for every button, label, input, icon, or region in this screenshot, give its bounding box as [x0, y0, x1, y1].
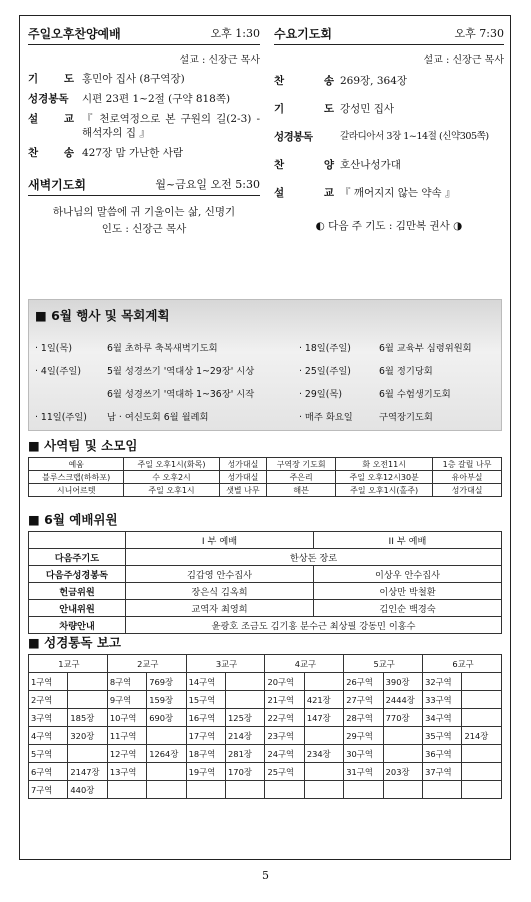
- bible-reading-title: ■ 성경통독 보고: [28, 635, 121, 650]
- wednesday-row-choir: [274, 158, 504, 172]
- table-cell: [383, 727, 422, 745]
- worship-committee-section: [28, 510, 502, 634]
- row-label: 찬 양: [274, 159, 334, 171]
- wednesday-prayer-section: [274, 25, 504, 233]
- table-cell: 170장: [226, 763, 265, 781]
- table-cell: 185장: [68, 709, 107, 727]
- table-cell: 9구역: [107, 691, 146, 709]
- row-value: 『 깨어지지 않는 약속 』: [340, 187, 456, 199]
- sunday-worship-header: [28, 25, 260, 45]
- bible-reading-section: [28, 633, 502, 799]
- table-cell: 320장: [68, 727, 107, 745]
- row-value: 『 천로역정으로 본 구원의 길(2-3) - 해석자의 집 』: [82, 113, 260, 139]
- table-cell: [462, 691, 502, 709]
- table-row: 1교구 2교구 3교구 4교구 5교구 6교구: [29, 655, 502, 673]
- worship-committee-table: [28, 531, 502, 634]
- row-value: 갈라디아서 3장 1~14절 (신약305쪽): [340, 131, 489, 142]
- wednesday-row-reading: [274, 130, 504, 144]
- ministry-section: [28, 436, 502, 497]
- table-cell: 34구역: [423, 709, 462, 727]
- table-row: 다음주기도 한상돈 장로: [29, 549, 502, 566]
- sunday-preacher: 설교 : 신장근 목사: [179, 55, 260, 66]
- row-label: 기 도: [274, 103, 334, 115]
- table-row: 차량안내 윤광호 조금도 김기홍 분수근 최상필 강동민 이홍수: [29, 617, 502, 634]
- table-cell: 2444장: [383, 691, 422, 709]
- table-cell: 7구역: [29, 781, 68, 799]
- event-item: · 11일(주일) 남 · 여신도회 6월 월례회: [35, 412, 209, 423]
- table-cell: [462, 781, 502, 799]
- table-cell: [344, 781, 383, 799]
- table-row: 헌금위원 장은식 김옥희 이상만 박철환: [29, 583, 502, 600]
- table-cell: 26구역: [344, 673, 383, 691]
- table-row: [29, 673, 502, 691]
- dawn-prayer-title: 새벽기도회: [28, 178, 86, 192]
- table-row: 블루스크랩(하하포) 수 오후2시 성가대실 주은리 주일 오후12시30분 유아부실: [29, 471, 502, 484]
- row-value: 홍민아 집사 (8구역장): [82, 73, 185, 85]
- table-cell: 234장: [304, 745, 343, 763]
- table-cell: 4구역: [29, 727, 68, 745]
- table-cell: 125장: [226, 709, 265, 727]
- table-cell: 159장: [147, 691, 186, 709]
- sunday-row-prayer: [28, 72, 260, 86]
- table-cell: 281장: [226, 745, 265, 763]
- table-row: [29, 745, 502, 763]
- table-cell: 37구역: [423, 763, 462, 781]
- wednesday-prayer-time: 오후 7:30: [454, 27, 504, 40]
- table-row: 다음주성경봉독 김갑영 안수집사 이상우 안수집사: [29, 566, 502, 583]
- table-cell: 15구역: [186, 691, 225, 709]
- table-cell: [462, 745, 502, 763]
- table-cell: [147, 781, 186, 799]
- table-cell: [226, 673, 265, 691]
- event-item: · 매주 화요일 구역장기도회: [299, 412, 433, 423]
- wednesday-prayer-header: [274, 25, 504, 45]
- table-cell: 214장: [226, 727, 265, 745]
- wednesday-row-prayer: [274, 102, 504, 116]
- sunday-row-reading: [28, 92, 260, 106]
- dawn-prayer-time: 월~금요일 오전 5:30: [155, 178, 260, 191]
- table-cell: 20구역: [265, 673, 304, 691]
- table-cell: 33구역: [423, 691, 462, 709]
- table-row: [29, 781, 502, 799]
- table-cell: 13구역: [107, 763, 146, 781]
- wednesday-preacher: 설교 : 신장근 목사: [423, 55, 504, 66]
- row-label: 성경봉독: [28, 93, 69, 105]
- row-value: 호산나성가대: [340, 159, 401, 171]
- table-row: [29, 727, 502, 745]
- table-cell: 21구역: [265, 691, 304, 709]
- wednesday-row-hymn: [274, 74, 504, 88]
- row-value: 427장 맘 가난한 사람: [82, 147, 184, 159]
- table-cell: 8구역: [107, 673, 146, 691]
- table-cell: 2구역: [29, 691, 68, 709]
- bible-reading-table: [28, 654, 502, 799]
- table-cell: 25구역: [265, 763, 304, 781]
- table-cell: [147, 763, 186, 781]
- table-cell: 27구역: [344, 691, 383, 709]
- wednesday-row-sermon: [274, 186, 504, 200]
- table-cell: 6구역: [29, 763, 68, 781]
- sunday-worship-section: [28, 25, 260, 236]
- table-cell: 23구역: [265, 727, 304, 745]
- dawn-prayer-header: [28, 176, 260, 196]
- table-cell: [462, 673, 502, 691]
- table-cell: 214장: [462, 727, 502, 745]
- next-week-prayer: ◐ 다음 주 기도 : 김만복 권사 ◑: [315, 220, 463, 232]
- ministry-title: ■ 사역팀 및 소모임: [28, 438, 138, 453]
- table-cell: 12구역: [107, 745, 146, 763]
- sunday-worship-time: 오후 1:30: [210, 27, 260, 40]
- table-row: I 부 예배 II 부 예배: [29, 532, 502, 549]
- table-cell: [423, 781, 462, 799]
- row-label: 기 도: [28, 73, 74, 85]
- sunday-row-sermon: [28, 112, 260, 140]
- table-row: [29, 709, 502, 727]
- table-cell: 769장: [147, 673, 186, 691]
- table-row: 안내위원 교역자 최영희 김인순 백경숙: [29, 600, 502, 617]
- table-cell: [304, 673, 343, 691]
- table-cell: 1264장: [147, 745, 186, 763]
- table-cell: 32구역: [423, 673, 462, 691]
- sunday-worship-title: 주일오후찬양예배: [28, 27, 121, 41]
- table-cell: 36구역: [423, 745, 462, 763]
- wednesday-prayer-title: 수요기도회: [274, 27, 332, 41]
- table-cell: 10구역: [107, 709, 146, 727]
- bulletin-page: [19, 15, 511, 860]
- table-cell: [304, 781, 343, 799]
- table-cell: 11구역: [107, 727, 146, 745]
- table-cell: 1구역: [29, 673, 68, 691]
- table-cell: 18구역: [186, 745, 225, 763]
- table-cell: 19구역: [186, 763, 225, 781]
- row-label: 성경봉독: [274, 131, 313, 143]
- row-value: 시편 23편 1~2절 (구약 818쪽): [82, 93, 231, 105]
- table-cell: [265, 781, 304, 799]
- table-row: 시니어르텟 주일 오후1시 샛별 나무 해븐 주일 오후1시(홀주) 성가대실: [29, 484, 502, 497]
- row-label: 설 교: [28, 113, 74, 125]
- table-cell: 203장: [383, 763, 422, 781]
- table-cell: 28구역: [344, 709, 383, 727]
- table-row: [29, 763, 502, 781]
- table-cell: 440장: [68, 781, 107, 799]
- table-cell: [107, 781, 146, 799]
- event-item: · 18일(주일) 6월 교육부 심령위원회: [299, 343, 472, 354]
- row-label: 찬 송: [28, 147, 74, 159]
- table-cell: [304, 727, 343, 745]
- event-item: · 29일(목) 6월 수험생기도회: [299, 389, 451, 400]
- table-cell: [462, 763, 502, 781]
- table-cell: 2147장: [68, 763, 107, 781]
- dawn-prayer-leader: 인도 : 신장근 목사: [101, 223, 187, 235]
- dawn-prayer-line1: 하나님의 말씀에 귀 기울이는 삶, 신명기: [52, 206, 236, 218]
- row-value: 269장, 364장: [340, 75, 408, 87]
- table-cell: [226, 691, 265, 709]
- row-label: 설 교: [274, 187, 334, 199]
- table-cell: 24구역: [265, 745, 304, 763]
- table-cell: 30구역: [344, 745, 383, 763]
- table-cell: [226, 781, 265, 799]
- table-cell: [186, 781, 225, 799]
- event-item: · 4일(주일) 5월 성경쓰기 '역대상 1~29장' 시상: [35, 366, 255, 377]
- table-cell: 14구역: [186, 673, 225, 691]
- table-cell: [383, 745, 422, 763]
- june-events-title: ■ 6월 행사 및 목회계획: [35, 308, 170, 323]
- table-cell: 5구역: [29, 745, 68, 763]
- table-cell: [462, 709, 502, 727]
- ministry-table: [28, 457, 502, 497]
- june-events-banner: ■ 6월 행사 및 목회계획 · 1일(목) 6월 초하루 축복새벽기도회 · 4일(주일) 5월 성경쓰기 '역대상 1~29장' 시상 6월 성경쓰기 '역대하 1~36장' 시작 · 11일(주일) 남 · 여신도회 6월 월례회 · 18일(주일) 6월 교육부 심령위원회 · 25일(주일) 6월 정기당회 · 29일(목) 6월 수험생기도회 · 매주 화요일 구역장기도회: [28, 299, 502, 431]
- table-cell: 29구역: [344, 727, 383, 745]
- table-cell: [147, 727, 186, 745]
- table-cell: 421장: [304, 691, 343, 709]
- table-cell: 147장: [304, 709, 343, 727]
- table-cell: 690장: [147, 709, 186, 727]
- table-cell: [68, 745, 107, 763]
- event-item: · 1일(목) 6월 초하루 축복새벽기도회: [35, 343, 218, 354]
- table-cell: [68, 673, 107, 691]
- table-cell: [68, 691, 107, 709]
- table-row: 예움 주일 오후1시(화목) 성가대실 구역장 기도회 화 오전11시 1층 갈릴 나무: [29, 458, 502, 471]
- table-cell: 3구역: [29, 709, 68, 727]
- table-row: [29, 691, 502, 709]
- table-cell: [383, 781, 422, 799]
- table-cell: 31구역: [344, 763, 383, 781]
- event-item: · 25일(주일) 6월 정기당회: [299, 366, 433, 377]
- table-cell: [304, 763, 343, 781]
- table-cell: 16구역: [186, 709, 225, 727]
- row-value: 강성민 집사: [340, 103, 395, 115]
- table-cell: 35구역: [423, 727, 462, 745]
- row-label: 찬 송: [274, 75, 334, 87]
- table-cell: 17구역: [186, 727, 225, 745]
- table-cell: 22구역: [265, 709, 304, 727]
- worship-committee-title: ■ 6월 예배위원: [28, 512, 118, 527]
- table-cell: 770장: [383, 709, 422, 727]
- table-cell: 390장: [383, 673, 422, 691]
- sunday-row-hymn: [28, 146, 260, 160]
- page-number: 5: [262, 869, 269, 882]
